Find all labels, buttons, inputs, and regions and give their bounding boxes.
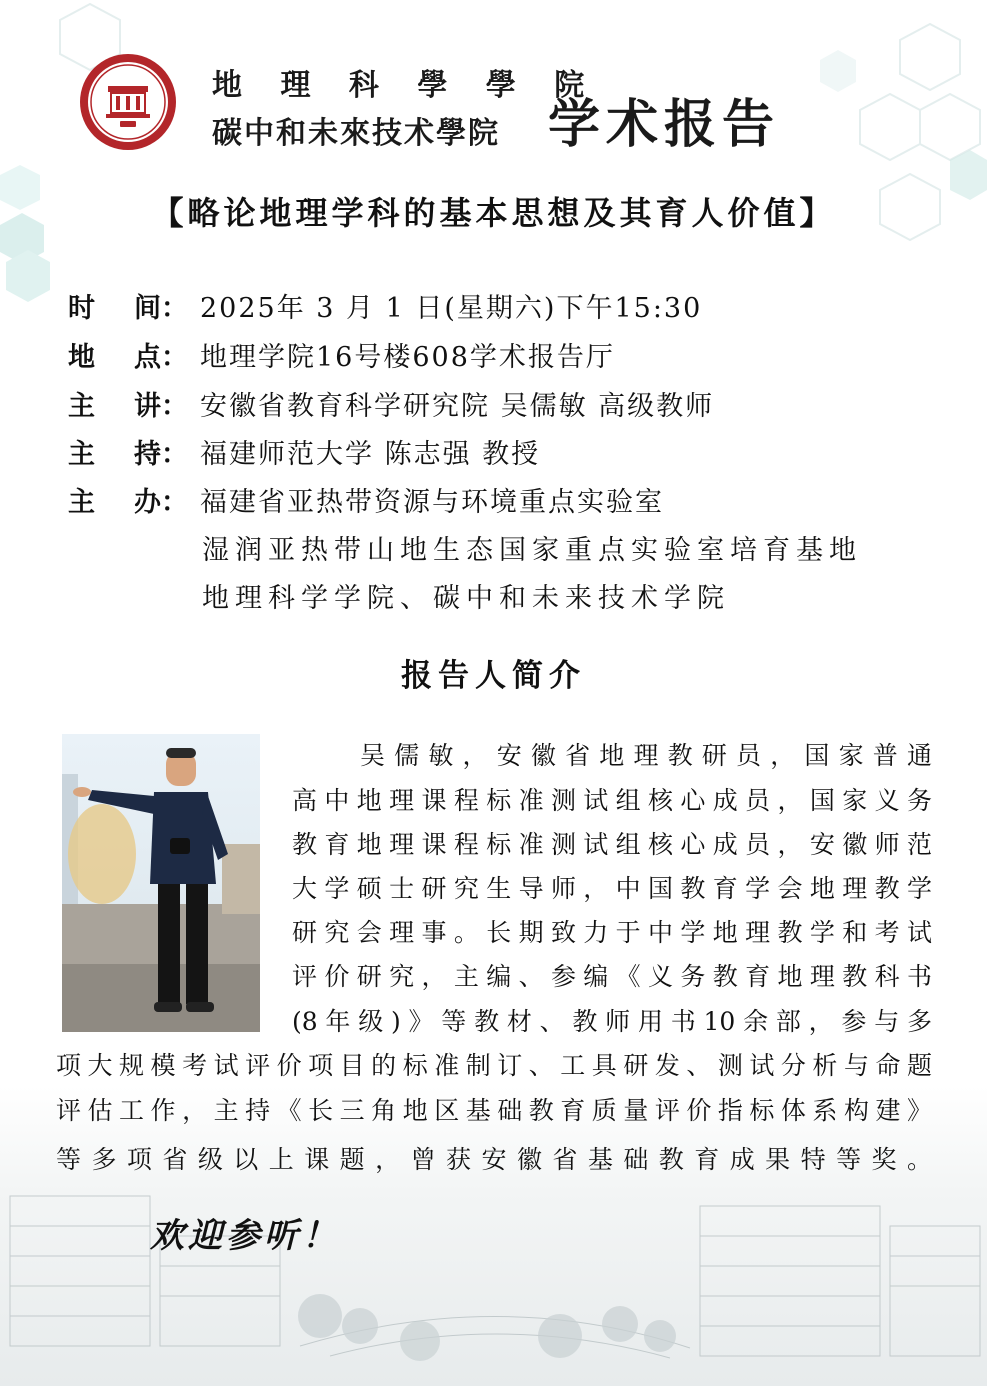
info-label xyxy=(68,335,200,374)
info-label-char: 持： xyxy=(134,439,188,470)
info-value: 福建省亚热带资源与环境重点实验室 xyxy=(200,487,664,518)
bio-line: 评价研究，主编、参编《义务教育地理教科书 xyxy=(292,962,932,991)
info-label xyxy=(68,384,200,423)
organizer-line-3: 地理科学学院、碳中和未来技术学院 xyxy=(202,583,730,614)
bio-line: 大学硕士研究生导师，中国教育学会地理教学 xyxy=(292,874,932,903)
info-row-speaker xyxy=(68,384,714,423)
bio-line: 等多项省级以上课题，曾获安徽省基础教育成果特等奖。 xyxy=(56,1145,932,1174)
report-title: 学术报告 xyxy=(548,94,781,155)
info-row-venue xyxy=(68,335,615,374)
info-label-char: 主 xyxy=(68,439,95,470)
info-label-char: 主 xyxy=(68,391,95,422)
info-value: 2025年 3 月 1 日(星期六)下午15:30 xyxy=(200,293,703,324)
hex-outline xyxy=(860,94,920,160)
info-label xyxy=(68,480,200,519)
bio-line: 教育地理课程标准测试组核心成员，安徽师范 xyxy=(292,830,932,859)
info-row-host xyxy=(68,432,540,471)
info-label-char: 讲： xyxy=(134,391,188,422)
info-row-organizer xyxy=(68,480,664,519)
bio-line: 项大规模考试评价项目的标准制订、工具研发、测试分析与命题 xyxy=(56,1051,932,1080)
organizer-line-2: 湿润亚热带山地生态国家重点实验室培育基地 xyxy=(202,535,862,566)
hex-shape xyxy=(820,50,856,92)
college-name-1: 地 理 科 學 學 院 xyxy=(212,68,599,103)
info-label xyxy=(68,432,200,471)
campus-sketch-background xyxy=(0,1086,987,1386)
lecture-topic: 【略论地理学科的基本思想及其育人价值】 xyxy=(151,194,836,232)
university-seal-logo xyxy=(78,52,178,152)
info-label-char: 时 xyxy=(68,293,95,324)
bio-heading: 报告人简介 xyxy=(401,658,586,694)
info-label-char: 办： xyxy=(134,487,188,518)
bio-line: 研究会理事。长期致力于中学地理教学和考试 xyxy=(292,918,932,947)
info-value: 安徽省教育科学研究院 吴儒敏 高级教师 xyxy=(200,391,715,422)
info-label-char: 地 xyxy=(68,342,95,373)
info-row-time xyxy=(68,286,702,325)
info-label xyxy=(68,286,200,325)
info-label-char: 间： xyxy=(134,293,188,324)
info-label-char: 主 xyxy=(68,487,95,518)
info-value: 地理学院16号楼608学术报告厅 xyxy=(200,342,615,373)
bio-line: 高中地理课程标准测试组核心成员，国家义务 xyxy=(292,786,932,815)
speaker-photo xyxy=(62,734,260,1032)
bio-line: (8年级)》等教材、教师用书10余部，参与多 xyxy=(292,1007,932,1036)
college-name-2: 碳中和未來技术學院 xyxy=(212,116,500,151)
hex-outline xyxy=(920,94,980,160)
bio-line: 吴儒敏，安徽省地理教研员，国家普通 xyxy=(360,741,932,770)
welcome-text: 欢迎参听！ xyxy=(150,1216,340,1256)
info-label-char: 点： xyxy=(134,342,188,373)
bio-line: 评估工作，主持《长三角地区基础教育质量评价指标体系构建》 xyxy=(56,1096,932,1125)
info-value: 福建师范大学 陈志强 教授 xyxy=(200,439,541,470)
hex-outline xyxy=(900,24,960,90)
